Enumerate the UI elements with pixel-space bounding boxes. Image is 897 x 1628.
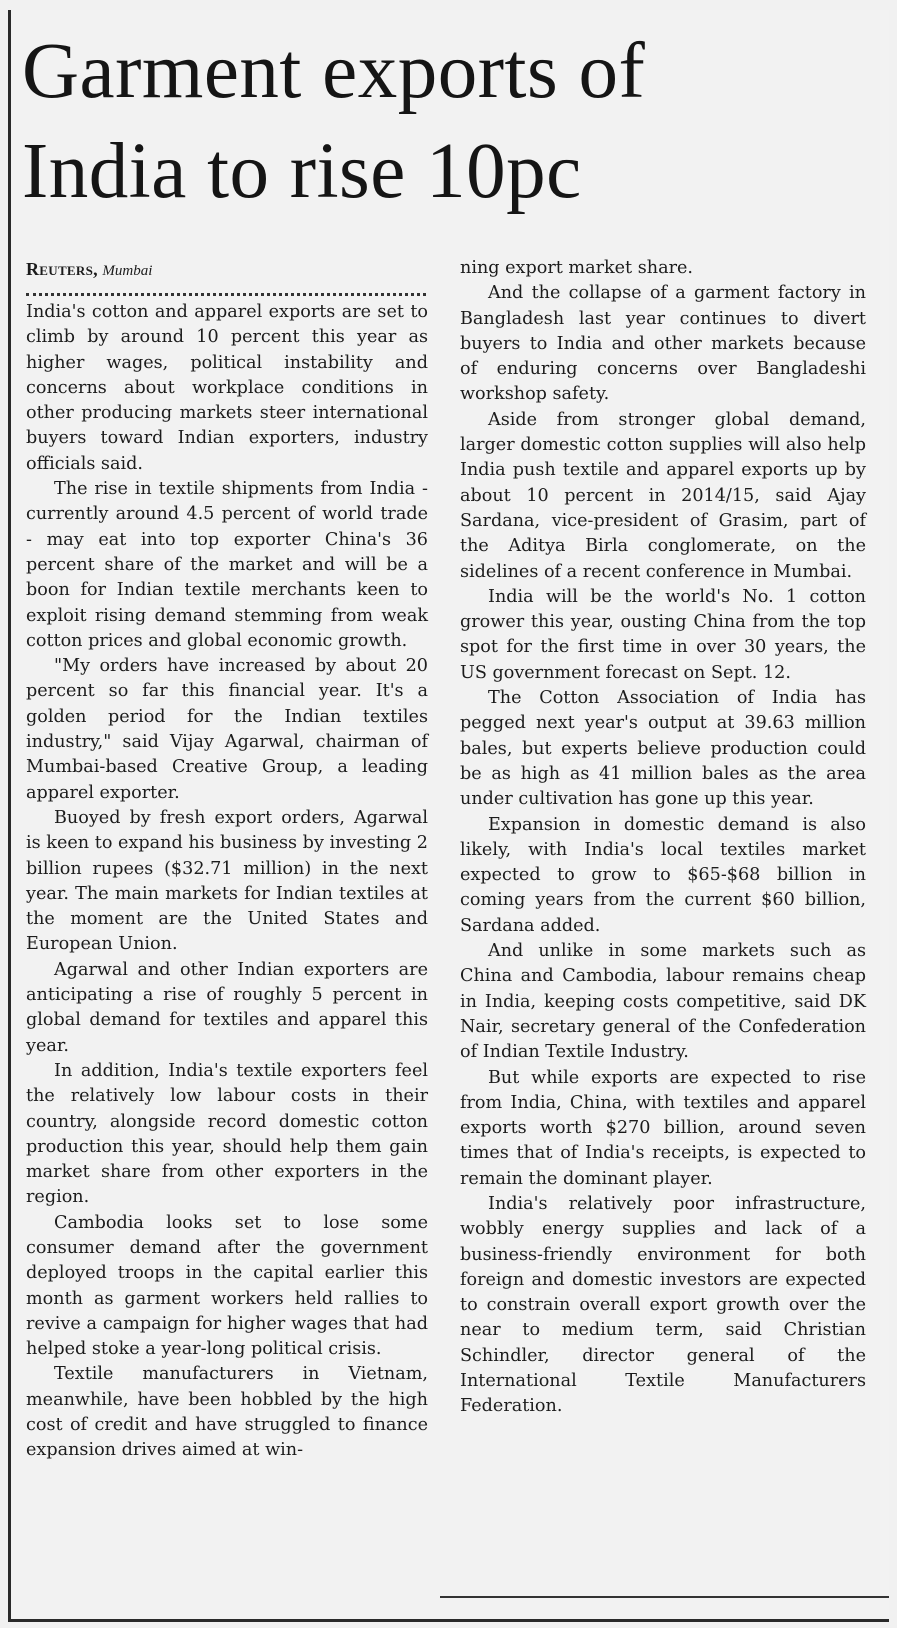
paragraph: India will be the world's No. 1 cotton grower this year, ousting China from the top spot for the first time in over 30 years, the US government forecast on Sept. 12.: [460, 586, 866, 683]
paragraph: And the collapse of a garment factory in Bangladesh last year continues to divert buyers to India and other markets because of enduring concerns over Bangladeshi workshop safety.: [460, 283, 866, 405]
paragraph: "My orders have increased by about 20 percent so far this financial year. It's a golden period for the Indian textiles industry," said Vijay Agarwal, chairman of Mumbai-based Creative Group, a leading apparel exporter.: [26, 656, 428, 803]
paragraph: Aside from stronger global demand, larger domestic cotton supplies will also help India push textile and apparel exports up by about 10 percent in 2014/15, said Ajay Sardana, vice-president of Grasim, part of the Aditya Birla conglomerate, on the sidelines of a recent conference in Mumbai.: [460, 409, 866, 582]
bottom-rule: [440, 1596, 889, 1598]
article-column-left: [26, 256, 428, 1464]
headline-line-1: Garment exports of: [22, 28, 646, 115]
paragraph: Cambodia looks set to lose some consumer demand after the government deployed troops in the capital earlier this month as garment workers held rallies to revive a campaign for higher wages that had helped stoke a year-long political crisis.: [26, 1212, 428, 1360]
paragraph: Textile manufacturers in Vietnam, meanwhile, have been hobbled by the high cost of credit and have struggled to finance expansion drives aimed at win-: [26, 1364, 428, 1461]
byline-agency: Reuters,: [26, 259, 98, 279]
headline: [22, 22, 882, 222]
byline-city: Mumbai: [102, 263, 153, 279]
dotted-rule: [26, 293, 426, 296]
headline-line-2: India to rise 10pc: [22, 128, 582, 215]
paragraph: In addition, India's textile exporters feel the relatively low labour costs in their country, alongside record domestic cotton production this year, should help them gain market share from other exporters in the region.: [26, 1060, 428, 1208]
paragraph: The rise in textile shipments from India - currently around 4.5 percent of world trade - may eat into top exporter China's 36 percent share of the market and will be a boon for Indian textile merchants keen to exploit rising demand stemming from weak cotton prices and global economic growth.: [26, 479, 428, 651]
paragraph: India's relatively poor infrastructure, wobbly energy supplies and lack of a business-friendly environment for both foreign and domestic investors are expected to constrain overall export growth over the near to medium term, said Christian Schindler, director general of the International Textile Manufacturers Federation.: [460, 1193, 866, 1417]
paragraph: And unlike in some markets such as China and Cambodia, labour remains cheap in India, keeping costs competitive, said DK Nair, secretary general of the Confederation of Indian Textile Industry.: [460, 941, 866, 1063]
paragraph: Expansion in domestic demand is also likely, with India's local textiles market expected to grow to $65-$68 billion in coming years from the current $60 billion, Sardana added.: [460, 814, 866, 936]
byline: [26, 256, 428, 282]
paragraph: Buoyed by fresh export orders, Agarwal is keen to expand his business by investing 2 billion rupees ($32.71 million) in the next year. The main markets for Indian textiles at the moment are the United States and European Union.: [26, 807, 428, 955]
article-column-right: [460, 256, 866, 1420]
paragraph: Agarwal and other Indian exporters are anticipating a rise of roughly 5 percent in global demand for textiles and apparel this year.: [26, 959, 428, 1056]
paragraph-continuation: ning export market share.: [460, 258, 693, 278]
paragraph: India's cotton and apparel exports are set to climb by around 10 percent this year as higher wages, political instability and concerns about workplace conditions in other producing markets steer international buyers toward Indian exporters, industry officials said.: [26, 302, 428, 474]
paragraph: The Cotton Association of India has pegged next year's output at 39.63 million bales, but experts believe production could be as high as 41 million bales as the area under cultivation has gone up this year.: [460, 688, 866, 810]
paragraph: But while exports are expected to rise from India, China, with textiles and apparel exports worth $270 billion, around seven times that of India's receipts, is expected to remain the dominant player.: [460, 1067, 866, 1189]
